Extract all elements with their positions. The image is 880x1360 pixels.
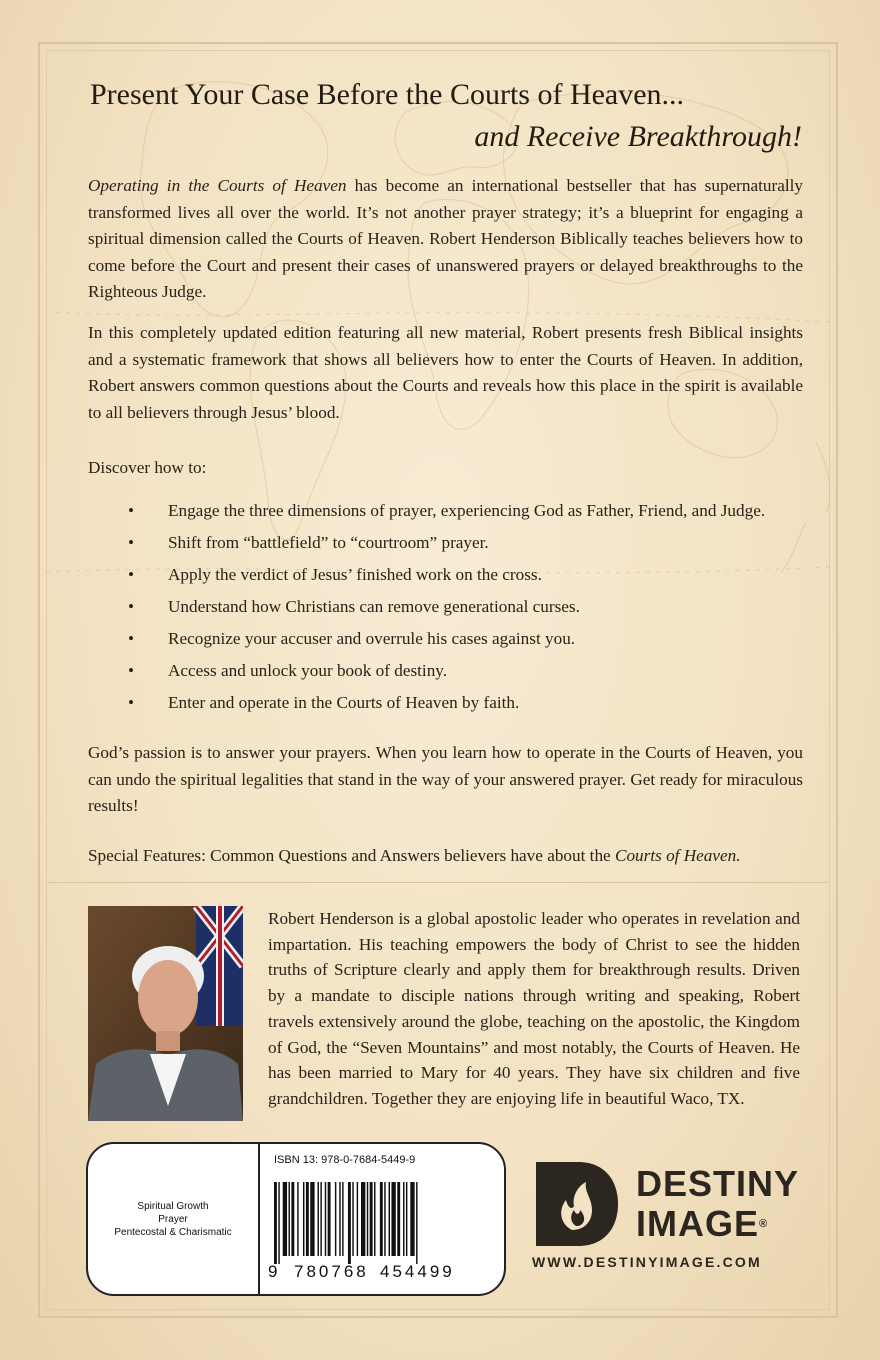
bullet-icon: • [128,629,135,648]
barcode-bar [320,1182,321,1256]
barcode-bar [306,1182,309,1256]
registered-mark: ® [759,1218,769,1230]
description-paragraph-2: In this completely updated edition featuring all new material, Robert presents fresh Biblical insights and a systematic framework that shows all believers how to enter the Courts of Heaven. In addition, Robert answers common questions about the Courts and reveals how this place in the spirit is available to all believers through Jesus’ blood. [88,323,803,422]
bullet-icon: • [128,565,135,584]
list-item-text: Enter and operate in the Courts of Heaven by faith. [168,693,520,712]
headline-line-2: and Receive Breakthrough! [474,120,802,153]
barcode-bar [289,1182,290,1256]
destiny-image-logo-icon [532,1160,620,1248]
barcode-bar [370,1182,373,1256]
barcode-bar [274,1182,277,1264]
barcode-bar [325,1182,326,1256]
barcode-bar [410,1182,414,1256]
publisher-website: WWW.DESTINYIMAGE.COM [532,1254,762,1270]
book-title-italic: Operating in the Courts of Heaven [88,176,347,195]
discover-heading: Discover how to: [88,458,207,477]
barcode-bar [357,1182,358,1256]
publisher-name-line-1: DESTINY [636,1163,800,1204]
barcode-bar [283,1182,287,1256]
list-item-text: Apply the verdict of Jesus’ finished work on the cross. [168,565,542,584]
barcode-bar [297,1182,298,1256]
list-item-text: Understand how Christians can remove generational curses. [168,597,580,616]
barcode-bar [403,1182,404,1256]
barcode-bar [291,1182,294,1256]
box-divider [258,1144,260,1294]
bullet-icon: • [128,693,135,712]
bullet-icon: • [128,501,135,520]
special-features [88,843,803,870]
barcode-bar [406,1182,407,1256]
isbn-category-box [86,1142,506,1296]
category-list [88,1200,258,1239]
barcode-bar [384,1182,385,1256]
publisher-name-line-2 [636,1204,768,1244]
special-features-title: Courts of Heaven. [614,846,741,865]
barcode-bar [335,1182,336,1256]
barcode-bar [342,1182,343,1256]
barcode-bar [310,1182,314,1256]
description-paragraph-4: God’s passion is to answer your prayers. When you learn how to operate in the Courts of Heaven, you can undo the spiritual legalities that stand in the way of your answered prayer. Get ready for miraculous results! [88,743,803,815]
barcode-bar [348,1182,351,1264]
barcode-bar [339,1182,340,1256]
barcode-bar [303,1182,304,1256]
barcode-bar [416,1182,417,1264]
bullet-icon: • [128,533,135,552]
section-divider [48,882,828,883]
list-item [88,594,803,626]
barcode-digits-left: 780768 [294,1262,369,1281]
barcode-bar [352,1182,353,1256]
list-item [88,530,803,562]
bullet-icon: • [128,597,135,616]
bullet-icon: • [128,661,135,680]
list-item-text: Shift from “battlefield” to “courtroom” prayer. [168,533,489,552]
publisher-name-text: IMAGE [636,1203,760,1244]
barcode-bar [380,1182,383,1256]
list-item-text: Access and unlock your book of destiny. [168,661,448,680]
category-item: Pentecostal & Charismatic [114,1227,232,1238]
barcode-bar [397,1182,400,1256]
barcode-bar [389,1182,390,1256]
author-bio: Robert Henderson is a global apostolic leader who operates in revelation and impartation. His teaching empowers the body of Christ to see the hidden truths of Scripture clearly and apply them for breakthrough results. Driven by a mandate to disciple nations through writing and speaking, Robert travels extensively around the globe, teaching on the apostolic, the Kingdom of God, the “Seven Mountains” and most notably, the Courts of Heaven. He has been married to Mary for 40 years. They have six children and five grandchildren. Together they are enjoying life in beautiful Waco, TX. [268,909,800,1108]
barcode-bar [391,1182,395,1256]
paragraph-1-text: has become an international bestseller that has supernaturally transformed lives all over the world. It’s not another prayer strategy; it’s a blueprint for engaging a spiritual dimension called the Courts of Heaven. Robert Henderson Biblically teaches believers how to come before the Court and present their cases of unanswered prayers or delayed breakthroughs to the Righteous Judge. [88,176,803,301]
list-item [88,626,803,658]
list-item [88,658,803,690]
barcode-bar [278,1182,279,1264]
barcode-bar [361,1182,365,1256]
barcode-bar [318,1182,319,1256]
list-item [88,562,803,594]
category-item: Spiritual Growth [137,1201,209,1212]
barcode-bar [367,1182,368,1256]
list-item-text: Engage the three dimensions of prayer, experiencing God as Father, Friend, and Judge. [168,501,766,520]
barcode [274,1182,464,1264]
isbn-label: ISBN 13: 978-0-7684-5449-9 [274,1154,416,1166]
barcode-bar [328,1182,331,1256]
category-item: Prayer [158,1214,188,1225]
description-paragraph-1 [88,173,803,306]
list-item-text: Recognize your accuser and overrule his cases against you. [168,629,576,648]
benefits-list [88,498,803,722]
list-item [88,690,803,722]
barcode-digits-right: 454499 [380,1262,455,1281]
author-photo [88,906,243,1121]
special-features-text: Special Features: Common Questions and Answers believers have about the [88,846,615,865]
barcode-digit-first: 9 [268,1262,278,1281]
headline-line-1: Present Your Case Before the Courts of Heaven... [90,78,685,111]
list-item [88,498,803,530]
barcode-bar [374,1182,375,1256]
